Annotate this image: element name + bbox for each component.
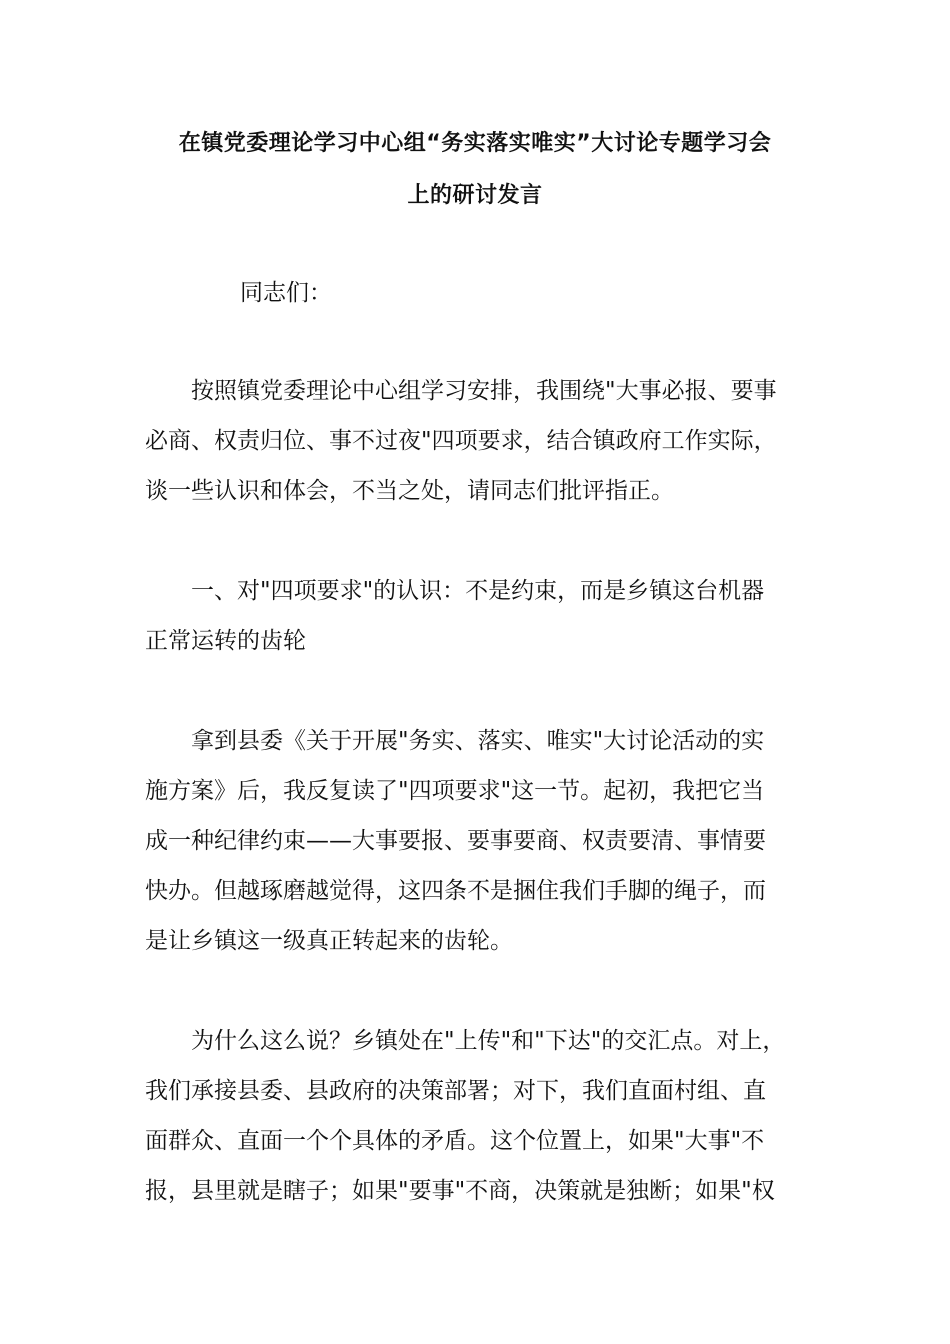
paragraph-intro bbox=[145, 366, 810, 516]
paragraph-line: 一、对"四项要求"的认识：不是约束，而是乡镇这台机器 bbox=[145, 578, 765, 604]
paragraph-line: 快办。但越琢磨越觉得，这四条不是捆住我们手脚的绳子，而 bbox=[145, 878, 766, 904]
paragraph-line: 为什么这么说？乡镇处在"上传"和"下达"的交汇点。对上， bbox=[145, 1028, 786, 1054]
paragraph-line: 谈一些认识和体会，不当之处，请同志们批评指正。 bbox=[145, 478, 674, 504]
paragraph-line: 按照镇党委理论中心组学习安排，我围绕"大事必报、要事 bbox=[145, 378, 777, 404]
paragraph-line: 必商、权责归位、事不过夜"四项要求，结合镇政府工作实际， bbox=[145, 428, 777, 454]
title-line-1: 在镇党委理论学习中心组“务实落实唯实”大讨论专题学习会 bbox=[178, 131, 772, 156]
paragraph-line: 报，县里就是瞎子；如果"要事"不商，决策就是独断；如果"权 bbox=[145, 1178, 775, 1204]
paragraph-line: 是让乡镇这一级真正转起来的齿轮。 bbox=[145, 928, 513, 954]
paragraph-line: 正常运转的齿轮 bbox=[145, 628, 306, 654]
paragraph-line: 面群众、直面一个个具体的矛盾。这个位置上，如果"大事"不 bbox=[145, 1128, 765, 1154]
paragraph-body-1 bbox=[145, 716, 810, 966]
paragraph-line: 拿到县委《关于开展"务实、落实、唯实"大讨论活动的实 bbox=[145, 728, 765, 754]
section-heading-1 bbox=[145, 566, 810, 666]
paragraph-body-2 bbox=[145, 1016, 810, 1216]
title-line-2: 上的研讨发言 bbox=[407, 183, 543, 208]
document-title bbox=[120, 118, 830, 222]
greeting: 同志们： bbox=[240, 280, 332, 306]
paragraph-line: 成一种纪律约束——大事要报、要事要商、权责要清、事情要 bbox=[145, 828, 766, 854]
paragraph-line: 我们承接县委、县政府的决策部署；对下，我们直面村组、直 bbox=[145, 1078, 766, 1104]
paragraph-line: 施方案》后，我反复读了"四项要求"这一节。起初，我把它当 bbox=[145, 778, 765, 804]
